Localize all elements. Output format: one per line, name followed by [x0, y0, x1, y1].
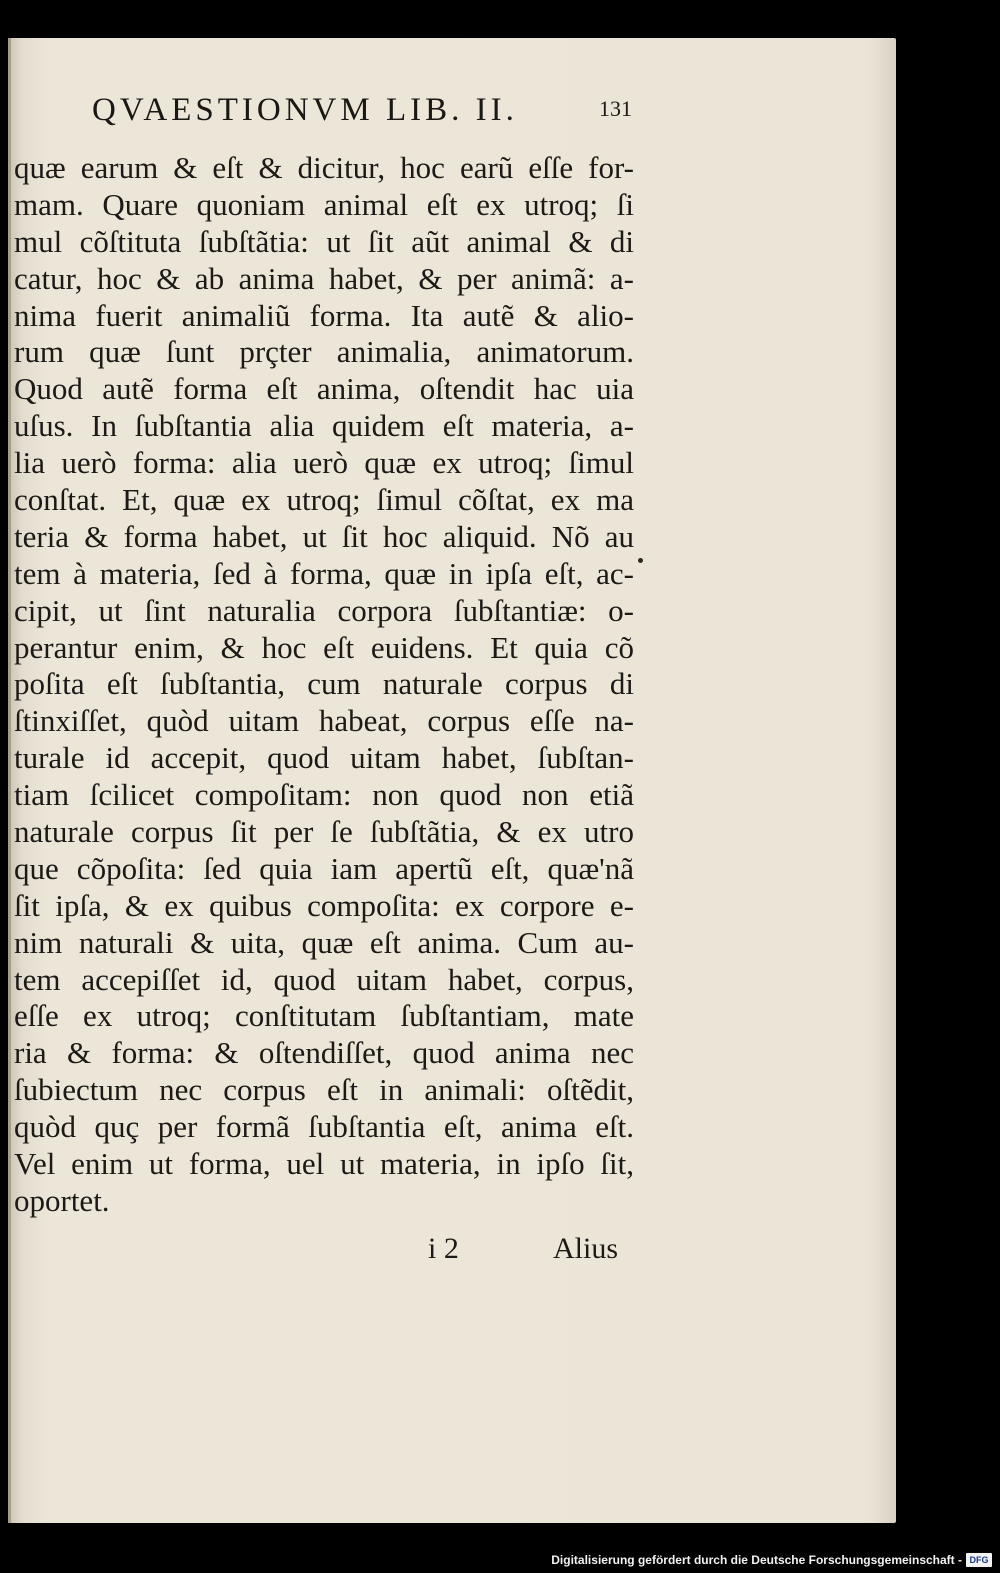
text-line: poſita eſt ſubſtantia, cum naturale corpus di	[14, 666, 634, 702]
text-line: ſit ipſa, & ex quibus compoſita: ex corpore e-	[14, 887, 634, 923]
text-line: ſubiectum nec corpus eſt in animali: oſtẽdit,	[14, 1072, 634, 1108]
text-line: Vel enim ut forma, uel ut materia, in ipſo ſit,	[14, 1146, 634, 1182]
signature-mark: i 2	[428, 1232, 459, 1265]
text-line: tem accepiſſet id, quod uitam habet, corpus,	[14, 961, 634, 997]
text-line: tiam ſcilicet compoſitam: non quod non etiã	[14, 777, 634, 813]
text-line: catur, hoc & ab anima habet, & per animã: a-	[14, 260, 634, 296]
text-line: cipit, ut ſint naturalia corpora ſubſtantiæ: o-	[14, 592, 634, 628]
page-number: 131	[599, 96, 632, 121]
margin-mark	[638, 558, 643, 563]
text-line: mam. Quare quoniam animal eſt ex utroq; ſi	[14, 186, 634, 222]
text-line: lia uerò forma: alia uerò quæ ex utroq; ſimul	[14, 445, 634, 481]
text-line: eſſe ex utroq; conſtitutam ſubſtantiam, mate	[14, 998, 634, 1034]
text-line: perantur enim, & hoc eſt euidens. Et quia cõ	[14, 629, 634, 665]
text-line: turale id accepit, quod uitam habet, ſubſtan-	[14, 740, 634, 776]
text-line: ria & forma: & oſtendiſſet, quod anima nec	[14, 1035, 634, 1071]
text-line: quòd quç per formã ſubſtantia eſt, anima eſt.	[14, 1109, 634, 1145]
text-line: quæ earum & eſt & dicitur, hoc earũ eſſe for-	[14, 150, 634, 185]
page-edge	[8, 38, 11, 1523]
text-line: oportet.	[14, 1182, 110, 1218]
text-line: teria & forma habet, ut ſit hoc aliquid. Nõ au	[14, 518, 634, 554]
text-line: nim naturali & uita, quæ eſt anima. Cum au-	[14, 924, 634, 960]
running-head-title: QVAESTIONVM LIB. II.	[92, 92, 518, 128]
text-line: rum quæ ſunt prçter animalia, animatorum.	[14, 334, 634, 370]
text-line: Quod autẽ forma eſt anima, oſtendit hac uia	[14, 371, 634, 407]
text-line: tem à materia, ſed à forma, quæ in ipſa eſt, ac-	[14, 555, 634, 591]
funding-credit: Digitalisierung gefördert durch die Deutsche Forschungsgemeinschaft -	[551, 1553, 962, 1567]
page-footer	[428, 1232, 618, 1268]
text-line: naturale corpus ſit per ſe ſubſtãtia, & ex utro	[14, 814, 634, 850]
credit-bar	[0, 1545, 1000, 1573]
catchword: Alius	[552, 1232, 618, 1265]
text-line: nima fuerit animaliũ forma. Ita autẽ & alio-	[14, 297, 634, 333]
text-line: que cõpoſita: ſed quia iam apertũ eſt, quæ'nã	[14, 850, 634, 886]
text-line: mul cõſtituta ſubſtãtia: ut ſit aũt animal & di	[14, 223, 634, 259]
body-text	[14, 150, 634, 1220]
text-line: ſtinxiſſet, quòd uitam habeat, corpus eſſe na-	[14, 703, 634, 739]
dfg-logo-icon: DFG	[966, 1553, 992, 1567]
text-line: uſus. In ſubſtantia alia quidem eſt materia, a-	[14, 408, 634, 444]
text-line: conſtat. Et, quæ ex utroq; ſimul cõſtat, ex ma	[14, 482, 634, 518]
running-head	[92, 92, 632, 132]
